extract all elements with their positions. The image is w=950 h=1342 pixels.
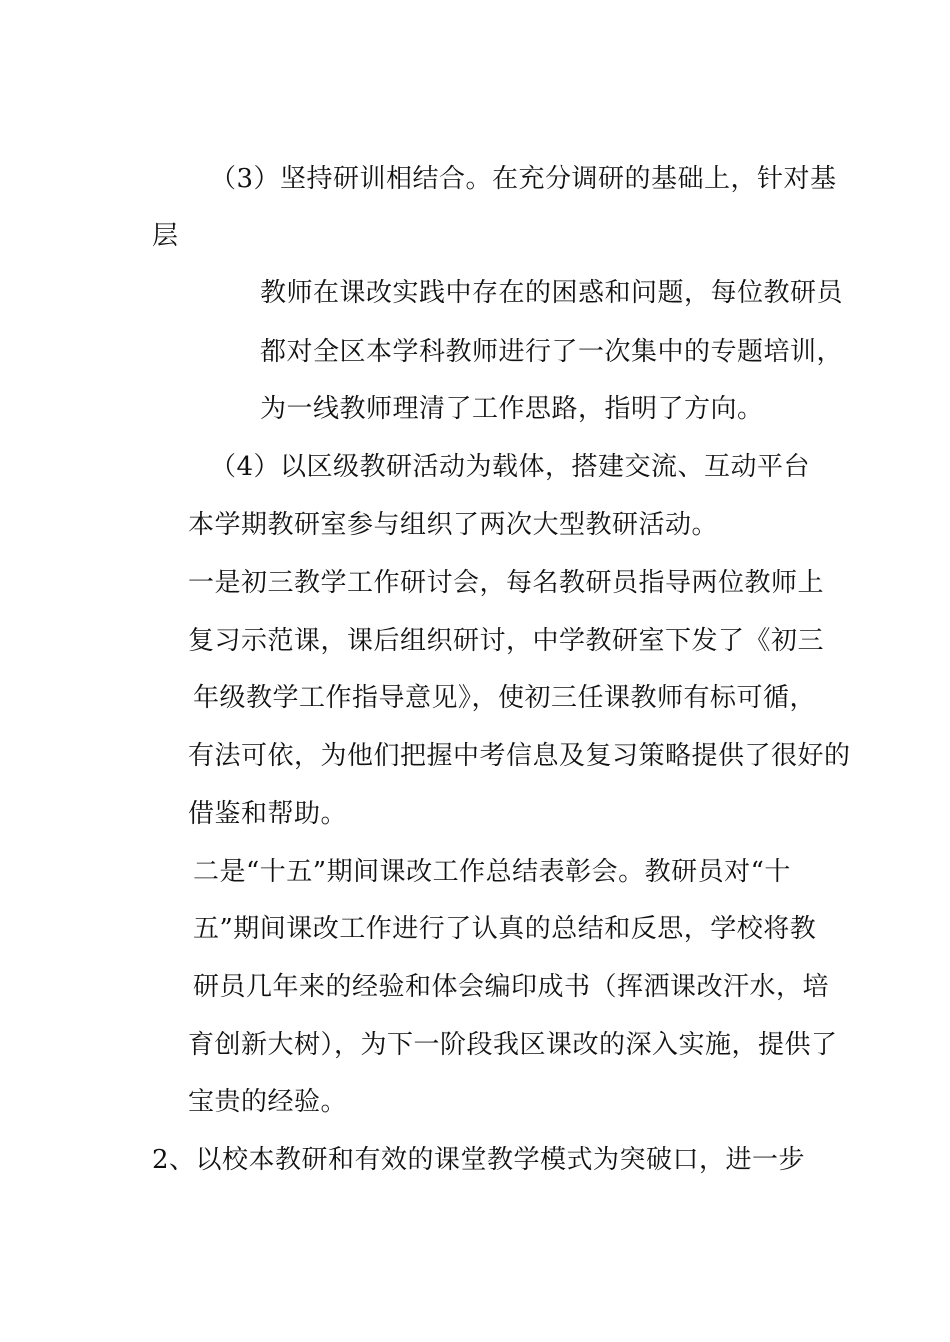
text-line: 本学期教研室参与组织了两次大型教研活动。 [188,510,719,540]
text-line: 借鉴和帮助。 [188,799,348,829]
text-line: （3）坚持研训相结合。在充分调研的基础上，针对基 [210,164,837,194]
text-line: 五”期间课改工作进行了认真的总结和反思，学校将教 [193,914,817,944]
text-line: 研员几年来的经验和体会编印成书（挥洒课改汗水，培 [193,972,830,1002]
text-line: 层 [152,221,179,251]
text-line: 宝贵的经验。 [188,1087,348,1117]
text-line: 二是“十五”期间课改工作总结表彰会。教研员对“十 [193,857,791,887]
text-line: 育创新大树），为下一阶段我区课改的深入实施，提供了 [188,1030,838,1060]
text-line: 有法可依，为他们把握中考信息及复习策略提供了很好的 [188,741,851,771]
text-line: 为一线教师理清了工作思路，指明了方向。 [260,394,764,424]
text-line: 2、以校本教研和有效的课堂教学模式为突破口，进一步 [152,1145,806,1175]
text-line: 都对全区本学科教师进行了一次集中的专题培训， [260,337,844,367]
text-line: 教师在课改实践中存在的困惑和问题，每位教研员 [260,278,844,308]
text-line: 复习示范课，课后组织研讨，中学教研室下发了《初三 [188,626,825,656]
text-line: 年级教学工作指导意见》，使初三任课教师有标可循， [193,683,817,713]
text-line: 一是初三教学工作研讨会，每名教研员指导两位教师上 [188,568,825,598]
text-line: （4）以区级教研活动为载体，搭建交流、互动平台 [210,452,811,482]
